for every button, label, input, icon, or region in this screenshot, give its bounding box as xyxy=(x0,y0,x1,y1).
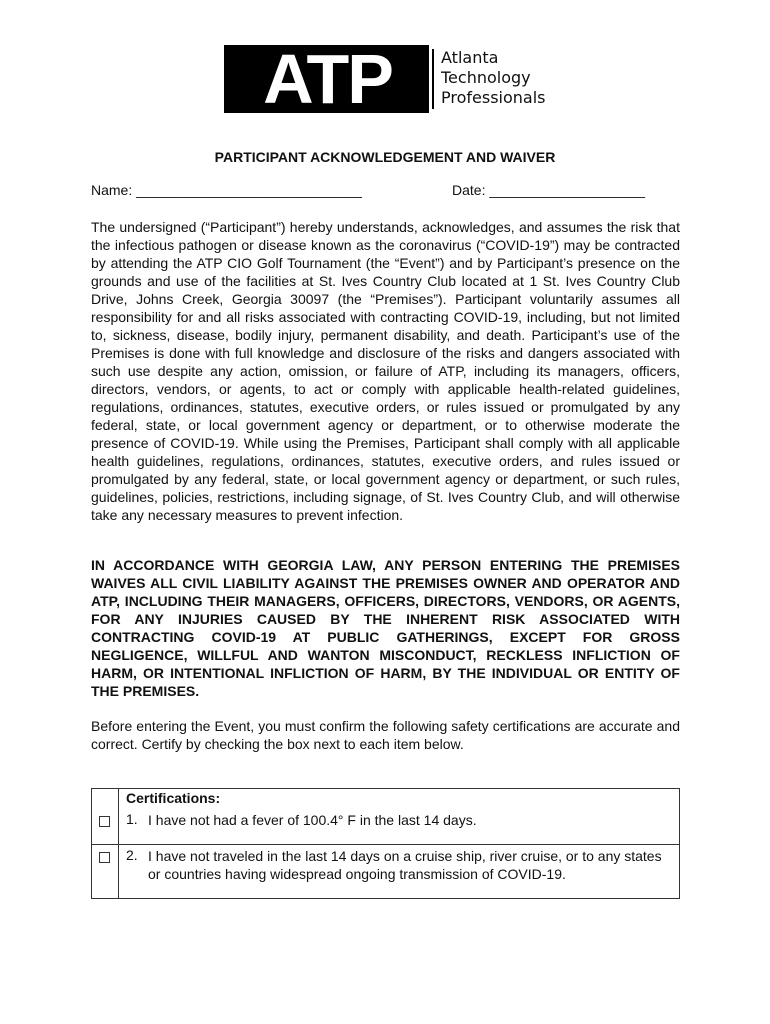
table-row-divider xyxy=(92,844,679,845)
logo-mark xyxy=(224,40,429,118)
certifications-header: Certifications: xyxy=(126,790,221,806)
logo-letters: ATP xyxy=(263,40,392,118)
certification-1-checkbox[interactable] xyxy=(99,816,110,827)
document-title: PARTICIPANT ACKNOWLEDGEMENT AND WAIVER xyxy=(214,149,556,165)
certifications-table xyxy=(91,788,680,899)
certification-1-text: I have not had a fever of 100.4° F in the last 14 days. xyxy=(148,812,477,828)
certification-2-number: 2. xyxy=(126,847,138,863)
logo-line-3: Professionals xyxy=(441,88,546,107)
waiver-paragraph: The undersigned (“Participant”) hereby understands, acknowledges, and assumes the risk that the infectious pathogen or disease known as the coronavirus (“COVID-19”) may be contracted by attending the ATP CIO Golf Tournament (the “Event”) and by Participant’s presence on the grounds and use of the facilities at St. Ives Country Club located at 1 St. Ives Country Club Drive, Johns Creek, Georgia 30097 (the “Premises”). Participant voluntarily assumes all responsibility for and all risks associated with contracting COVID-19, including, but not limited to, sickness, disease, bodily injury, permanent disability, and death. Participant’s use of the Premises is done with full knowledge and disclosure of the risks and dangers associated with such use despite any action, omission, or failure of ATP, including its managers, officers, directors, vendors, or agents, to act or comply with applicable health-related guidelines, regulations, ordinances, statutes, executive orders, or rules issued or promulgated by any federal, state, or local government agency or department, or to otherwise moderate the presence of COVID-19. While using the Premises, Participant shall comply with all applicable health guidelines, regulations, ordinances, statutes, executive orders, and rules issued or promulgated by any federal, state, or local government agency or department, or such rules, guidelines, policies, restrictions, including signage, of St. Ives Country Club, and will otherwise take any necessary measures to prevent infection. xyxy=(91,219,680,523)
logo-line-2: Technology xyxy=(441,68,531,87)
atp-logo xyxy=(224,40,546,118)
logo-line-1: Atlanta xyxy=(441,48,499,67)
logo-divider xyxy=(432,49,434,109)
date-field[interactable]: Date: ____________________ xyxy=(452,182,646,198)
name-field[interactable]: Name: _____________________________ xyxy=(91,182,362,198)
certification-1-number: 1. xyxy=(126,811,138,827)
certification-2-checkbox[interactable] xyxy=(99,852,110,863)
certification-2-text: I have not traveled in the last 14 days on a cruise ship, river cruise, or to any states or countries having widespread ongoing transmission of COVID-19. xyxy=(148,848,662,882)
certification-instructions: Before entering the Event, you must confirm the following safety certifications are accurate and correct. Certify by checking the box next to each item below. xyxy=(91,718,680,752)
georgia-law-paragraph: IN ACCORDANCE WITH GEORGIA LAW, ANY PERSON ENTERING THE PREMISES WAIVES ALL CIVIL LIABILITY AGAINST THE PREMISES OWNER AND OPERATOR AND ATP, INCLUDING THEIR MANAGERS, OFFICERS, DIRECTORS, VENDORS, OR AGENTS, FOR ANY INJURIES CAUSED BY THE INHERENT RISK ASSOCIATED WITH CONTRACTING COVID-19 AT PUBLIC GATHERINGS, EXCEPT FOR GROSS NEGLIGENCE, WILLFUL AND WANTON MISCONDUCT, RECKLESS INFLICTION OF HARM, OR INTENTIONAL INFLICTION OF HARM, BY THE INDIVIDUAL OR ENTITY OF THE PREMISES. xyxy=(91,557,680,699)
